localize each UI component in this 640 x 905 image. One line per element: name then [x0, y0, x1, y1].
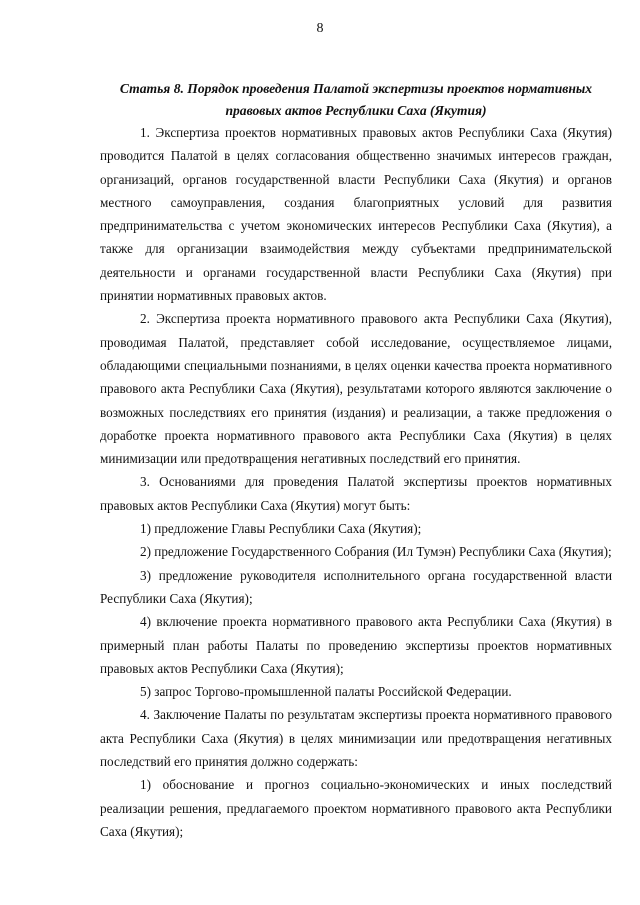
article-body [100, 121, 612, 843]
page-number: 8 [316, 21, 324, 36]
paragraph-3: 3. Основаниями для проведения Палатой экспертизы проектов нормативных правовых актов Республики Саха (Якутия) могут быть: [100, 474, 612, 513]
list-item-4: 4) включение проекта нормативного правового акта Республики Саха (Якутия) в примерный план работы Палаты по проведению экспертизы проектов нормативных правовых актов Республики Саха (Якутия); [100, 614, 612, 676]
list-item-6: 1) обоснование и прогноз социально-экономических и иных последствий реализации решения, предлагаемого проектом нормативного правового акта Республики Саха (Якутия); [100, 777, 612, 839]
article-heading: Статья 8. Порядок проведения Палатой экспертизы проектов нормативных правовых актов Республики Саха (Якутия) [119, 81, 593, 118]
list-item-2: 2) предложение Государственного Собрания (Ил Тумэн) Республики Саха (Якутия); [140, 544, 612, 560]
list-item-3: 3) предложение руководителя исполнительного органа государственной власти Республики Саха (Якутия); [100, 567, 612, 606]
list-item-1: 1) предложение Главы Республики Саха (Якутия); [140, 521, 422, 537]
list-item-5: 5) запрос Торгово-промышленной палаты Российской Федерации. [140, 684, 512, 700]
paragraph-4: 4. Заключение Палаты по результатам экспертизы проекта нормативного правового акта Республики Саха (Якутия) в целях минимизации или предотвращения негативных последствий его принятия должно содержать: [100, 707, 612, 770]
paragraph-2: 2. Экспертиза проекта нормативного правового акта Республики Саха (Якутия), проводимая Палатой, представляет собой исследование, осуществляемое лицами, обладающими специальными познаниями, в целях оценки качества проекта нормативного правового акта Республики Саха (Якутия), результатами которого являются заключение о возможных последствиях его принятия (издания) и реализации, а также предложения о доработке проекта нормативного правового акта Республики Саха (Якутия) в целях минимизации или предотвращения негативных последствий его принятия. [100, 311, 612, 467]
paragraph-1: 1. Экспертиза проектов нормативных правовых актов Республики Саха (Якутия) проводится Палатой в целях согласования общественно значимых интересов граждан, организаций, органов государственной власти Республики Саха (Якутия) и органов местного самоуправления, создания благоприятных условий для развития предпринимательства с учетом экономических интересов Республики Саха (Якутия), а также для организации взаимодействия между субъектами предпринимательской деятельности и органами государственной власти Республики Саха (Якутия) при принятии нормативных правовых актов. [100, 125, 612, 304]
